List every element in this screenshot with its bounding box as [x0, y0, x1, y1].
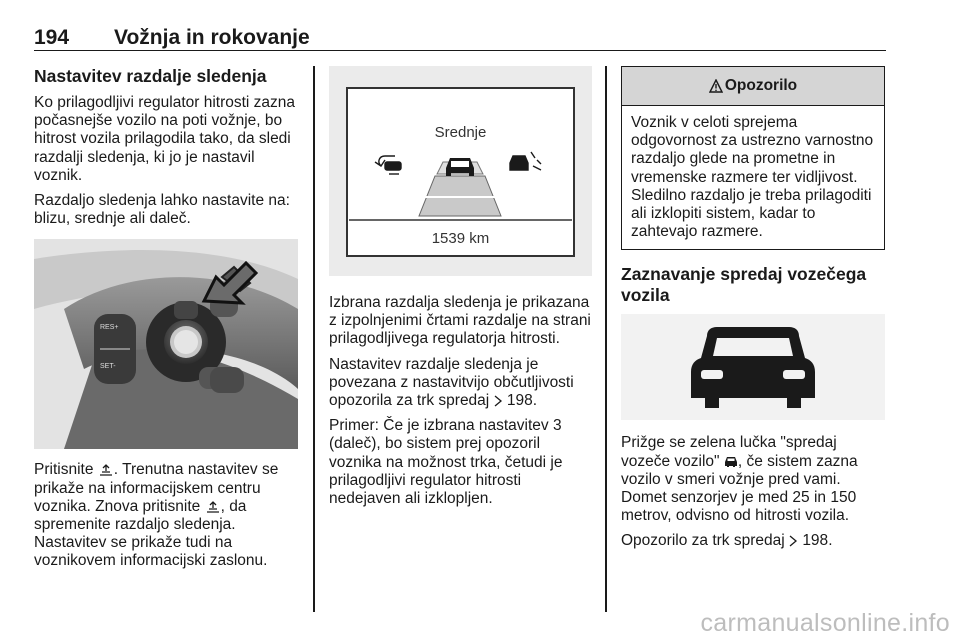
driver-display-image	[329, 66, 592, 276]
page-reference-icon	[789, 535, 798, 547]
paragraph	[34, 461, 302, 570]
distance-setting-icon	[98, 464, 114, 476]
warning-body	[622, 106, 884, 249]
paragraph: Razdaljo sledenja lahko nastavite na: blizu, srednje ali daleč.	[34, 192, 290, 228]
text-run: .	[828, 532, 833, 550]
paragraph	[621, 532, 886, 550]
steering-wheel-controls-illustration	[34, 239, 298, 449]
column-1	[34, 66, 302, 578]
page-reference-icon	[494, 395, 503, 407]
vehicle-ahead-icon	[724, 456, 738, 468]
column-divider	[605, 66, 607, 612]
res-label: RES+	[100, 324, 119, 332]
page-reference[interactable]: 198	[506, 392, 533, 410]
text-run: .	[532, 392, 538, 410]
text-run: . Trenutna nastavitev se prikaže na informacijskem centru voznika. Znova pritisnite	[34, 461, 279, 515]
paragraph	[621, 434, 886, 525]
text-run: Prižge se zelena lučka "spredaj vozeče vozilo"	[621, 434, 837, 470]
warning-header	[622, 67, 884, 106]
page-reference[interactable]: 198	[802, 532, 829, 550]
page-header	[34, 24, 886, 51]
text-run: , da spremenite razdaljo sledenja. Nastavitev se prikaže tudi na voznikovem informacijski zaslonu.	[34, 497, 268, 570]
paragraph	[329, 356, 594, 411]
paragraph: Izbrana razdalja sledenja je prikazana z izpolnjenimi črtami razdalje na strani prilagodljivega regulatorja hitrosti.	[329, 294, 591, 348]
steering-wheel-image	[34, 239, 298, 449]
distance-setting-icon	[205, 501, 221, 513]
text-run: Nastavitev razdalje sledenja je povezana z nastavitvijo občutljivosti opozorila za trk spredaj	[329, 355, 574, 410]
vehicle-ahead-icon	[621, 314, 885, 420]
chapter-title: Vožnja in rokovanje	[114, 26, 310, 49]
paragraph: Primer: Če je izbrana nastavitev 3 (daleč), bo sistem prej opozoril voznika na možnost trka, četudi je prilagodljivi regulator hitrosti nedejaven ali izklopljen.	[329, 417, 563, 508]
watermark: carmanualsonline.info	[700, 609, 950, 637]
warning-text: Voznik v celoti sprejema odgovornost za ustrezno varnostno razdaljo glede na prometne in vremenske razmere ter vidljivost. Sledilno razdaljo je treba prilagoditi ali izklopiti sistem, kadar to zahtevajo razmere.	[631, 114, 874, 241]
column-2	[329, 66, 594, 515]
warning-triangle-icon	[709, 79, 723, 93]
section-heading: Nastavitev razdalje sledenja	[34, 66, 267, 86]
warning-box	[621, 66, 885, 250]
warning-title: Opozorilo	[724, 77, 798, 94]
display-setting-label: Srednje	[434, 124, 487, 141]
page-number: 194	[34, 26, 70, 49]
display-odometer: 1539 km	[431, 230, 490, 247]
text-run: Opozorilo za trk spredaj	[621, 532, 789, 550]
vehicle-ahead-image	[621, 314, 885, 420]
text-run: Pritisnite	[34, 461, 98, 479]
column-divider	[313, 66, 315, 612]
section-heading: Zaznavanje spredaj vozečega vozila	[621, 264, 867, 306]
paragraph: Ko prilagodljivi regulator hitrosti zazna počasnejše vozilo na poti vožnje, bo hitrost vozila prilagodila tako, da sledi razdalji sledenja, ki jo je nastavil voznik.	[34, 94, 296, 184]
text-run: , če sistem zazna vozilo v smeri vožnje pred vami. Domet senzorjev je med 25 in 150 metrov, odvisno od hitrosti vozila.	[621, 452, 858, 525]
column-3	[621, 66, 886, 558]
set-label: SET-	[100, 363, 116, 371]
